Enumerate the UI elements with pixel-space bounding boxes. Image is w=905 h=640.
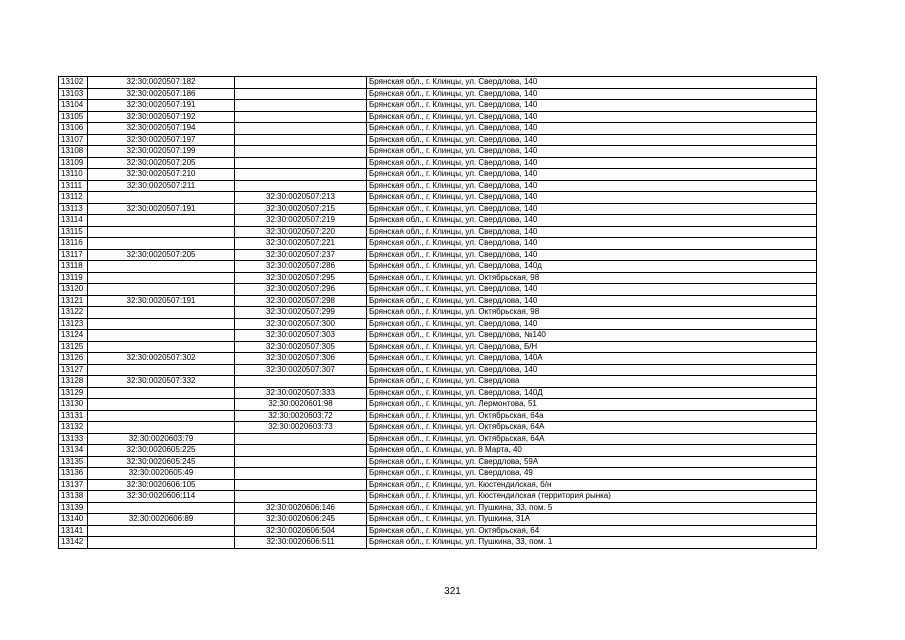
cadastral-number-cell: 32:30:0020606:114 <box>88 491 235 503</box>
cadastral-number-alt-cell <box>235 445 367 457</box>
row-number-cell: 13121 <box>59 295 88 307</box>
address-cell: Брянская обл., г. Клинцы, ул. Свердлова, 49 <box>367 468 817 480</box>
row-number-cell: 13104 <box>59 100 88 112</box>
address-cell: Брянская обл., г. Клинцы, ул. Свердлова, 140 <box>367 100 817 112</box>
cadastral-number-cell: 32:30:0020605:225 <box>88 445 235 457</box>
cadastral-number-alt-cell: 32:30:0020606:504 <box>235 525 367 537</box>
address-cell: Брянская обл., г. Клинцы, ул. Свердлова, 140 <box>367 88 817 100</box>
table-row <box>59 525 817 537</box>
table-row <box>59 295 817 307</box>
cadastral-number-cell: 32:30:0020507:332 <box>88 376 235 388</box>
address-cell: Брянская обл., г. Клинцы, ул. Свердлова, 140 <box>367 364 817 376</box>
cadastral-number-cell <box>88 422 235 434</box>
table-row <box>59 479 817 491</box>
cadastral-number-alt-cell: 32:30:0020606:245 <box>235 514 367 526</box>
address-cell: Брянская обл., г. Клинцы, ул. Октябрьская, 64а <box>367 410 817 422</box>
cadastral-number-cell <box>88 307 235 319</box>
address-cell: Брянская обл., г. Клинцы, ул. Свердлова, 140 <box>367 249 817 261</box>
table-row <box>59 203 817 215</box>
row-number-cell: 13131 <box>59 410 88 422</box>
cadastral-number-alt-cell: 32:30:0020507:221 <box>235 238 367 250</box>
address-cell: Брянская обл., г. Клинцы, ул. Свердлова, 140Д <box>367 387 817 399</box>
cadastral-number-alt-cell <box>235 169 367 181</box>
table-row <box>59 134 817 146</box>
cadastral-number-cell <box>88 364 235 376</box>
address-cell: Брянская обл., г. Клинцы, ул. Свердлова, 59А <box>367 456 817 468</box>
cadastral-number-cell <box>88 502 235 514</box>
cadastral-number-alt-cell: 32:30:0020606:511 <box>235 537 367 549</box>
address-cell: Брянская обл., г. Клинцы, ул. Свердлова, 140 <box>367 77 817 89</box>
row-number-cell: 13140 <box>59 514 88 526</box>
address-cell: Брянская обл., г. Клинцы, ул. Октябрьская, 64А <box>367 422 817 434</box>
cadastral-number-cell: 32:30:0020507:197 <box>88 134 235 146</box>
cadastral-number-alt-cell: 32:30:0020606:146 <box>235 502 367 514</box>
cadastral-number-cell: 32:30:0020507:199 <box>88 146 235 158</box>
address-cell: Брянская обл., г. Клинцы, ул. Свердлова, 140 <box>367 203 817 215</box>
cadastral-number-cell <box>88 192 235 204</box>
table-row <box>59 284 817 296</box>
cadastral-number-alt-cell: 32:30:0020507:237 <box>235 249 367 261</box>
table-row <box>59 88 817 100</box>
cadastral-number-alt-cell: 32:30:0020507:286 <box>235 261 367 273</box>
cadastral-number-cell <box>88 330 235 342</box>
table-row <box>59 364 817 376</box>
cadastral-number-alt-cell <box>235 456 367 468</box>
table-row <box>59 445 817 457</box>
cadastral-number-cell: 32:30:0020507:186 <box>88 88 235 100</box>
row-number-cell: 13117 <box>59 249 88 261</box>
table-row <box>59 376 817 388</box>
cadastral-number-alt-cell: 32:30:0020507:305 <box>235 341 367 353</box>
row-number-cell: 13118 <box>59 261 88 273</box>
cadastral-number-cell <box>88 272 235 284</box>
cadastral-number-cell <box>88 399 235 411</box>
row-number-cell: 13108 <box>59 146 88 158</box>
table-row <box>59 180 817 192</box>
address-cell: Брянская обл., г. Клинцы, ул. Свердлова, 140 <box>367 134 817 146</box>
row-number-cell: 13138 <box>59 491 88 503</box>
cadastral-number-alt-cell: 32:30:0020603:73 <box>235 422 367 434</box>
row-number-cell: 13125 <box>59 341 88 353</box>
cadastral-number-cell: 32:30:0020605:245 <box>88 456 235 468</box>
cadastral-number-alt-cell <box>235 376 367 388</box>
table-row <box>59 330 817 342</box>
cadastral-number-cell <box>88 525 235 537</box>
row-number-cell: 13103 <box>59 88 88 100</box>
row-number-cell: 13112 <box>59 192 88 204</box>
row-number-cell: 13141 <box>59 525 88 537</box>
row-number-cell: 13107 <box>59 134 88 146</box>
cadastral-number-alt-cell: 32:30:0020507:333 <box>235 387 367 399</box>
row-number-cell: 13132 <box>59 422 88 434</box>
address-cell: Брянская обл., г. Клинцы, ул. Свердлова <box>367 376 817 388</box>
row-number-cell: 13137 <box>59 479 88 491</box>
cadastral-number-alt-cell: 32:30:0020507:303 <box>235 330 367 342</box>
cadastral-number-alt-cell <box>235 100 367 112</box>
cadastral-number-cell: 32:30:0020507:302 <box>88 353 235 365</box>
row-number-cell: 13120 <box>59 284 88 296</box>
cadastral-number-cell: 32:30:0020606:105 <box>88 479 235 491</box>
row-number-cell: 13136 <box>59 468 88 480</box>
row-number-cell: 13115 <box>59 226 88 238</box>
address-cell: Брянская обл., г. Клинцы, ул. Свердлова, 140 <box>367 295 817 307</box>
table-row <box>59 157 817 169</box>
address-cell: Брянская обл., г. Клинцы, ул. Свердлова, 140 <box>367 284 817 296</box>
cadastral-number-alt-cell: 32:30:0020507:300 <box>235 318 367 330</box>
table-row <box>59 341 817 353</box>
row-number-cell: 13114 <box>59 215 88 227</box>
cadastral-number-cell <box>88 410 235 422</box>
table-row <box>59 77 817 89</box>
table-row <box>59 353 817 365</box>
cadastral-number-alt-cell <box>235 77 367 89</box>
address-cell: Брянская обл., г. Клинцы, ул. Кюстендилская, б/н <box>367 479 817 491</box>
cadastral-number-cell <box>88 341 235 353</box>
cadastral-number-alt-cell <box>235 491 367 503</box>
table-row <box>59 226 817 238</box>
address-cell: Брянская обл., г. Клинцы, ул. Свердлова, 140 <box>367 111 817 123</box>
cadastral-number-cell: 32:30:0020507:210 <box>88 169 235 181</box>
table-row <box>59 399 817 411</box>
table-row <box>59 169 817 181</box>
address-cell: Брянская обл., г. Клинцы, ул. Свердлова, 140д <box>367 261 817 273</box>
cadastral-number-cell <box>88 215 235 227</box>
cadastral-number-alt-cell: 32:30:0020601:98 <box>235 399 367 411</box>
cadastral-number-cell: 32:30:0020507:191 <box>88 295 235 307</box>
row-number-cell: 13133 <box>59 433 88 445</box>
row-number-cell: 13119 <box>59 272 88 284</box>
cadastral-number-alt-cell: 32:30:0020603:72 <box>235 410 367 422</box>
row-number-cell: 13113 <box>59 203 88 215</box>
address-cell: Брянская обл., г. Клинцы, ул. Свердлова, 140 <box>367 123 817 135</box>
address-cell: Брянская обл., г. Клинцы, ул. Свердлова, 140 <box>367 215 817 227</box>
address-cell: Брянская обл., г. Клинцы, ул. Пушкина, 33, пом. 1 <box>367 537 817 549</box>
cadastral-number-cell <box>88 387 235 399</box>
cadastral-number-alt-cell <box>235 468 367 480</box>
cadastral-number-alt-cell: 32:30:0020507:306 <box>235 353 367 365</box>
address-cell: Брянская обл., г. Клинцы, ул. Свердлова, 140 <box>367 180 817 192</box>
table-row <box>59 422 817 434</box>
row-number-cell: 13109 <box>59 157 88 169</box>
table-row <box>59 468 817 480</box>
address-cell: Брянская обл., г. Клинцы, ул. Свердлова, 140 <box>367 238 817 250</box>
address-cell: Брянская обл., г. Клинцы, ул. Свердлова, 140 <box>367 226 817 238</box>
cadastral-number-alt-cell <box>235 180 367 192</box>
cadastral-number-alt-cell: 32:30:0020507:215 <box>235 203 367 215</box>
table-row <box>59 249 817 261</box>
address-cell: Брянская обл., г. Клинцы, ул. Октябрьская, 64А <box>367 433 817 445</box>
address-cell: Брянская обл., г. Клинцы, ул. Свердлова, Б/Н <box>367 341 817 353</box>
cadastral-number-alt-cell <box>235 111 367 123</box>
table-row <box>59 261 817 273</box>
address-cell: Брянская обл., г. Клинцы, ул. Октябрьская, 64 <box>367 525 817 537</box>
row-number-cell: 13122 <box>59 307 88 319</box>
cadastral-number-alt-cell <box>235 479 367 491</box>
row-number-cell: 13106 <box>59 123 88 135</box>
row-number-cell: 13142 <box>59 537 88 549</box>
table-row <box>59 514 817 526</box>
address-cell: Брянская обл., г. Клинцы, ул. Свердлова, №140 <box>367 330 817 342</box>
table-row <box>59 433 817 445</box>
table-row <box>59 111 817 123</box>
address-cell: Брянская обл., г. Клинцы, ул. Свердлова, 140 <box>367 169 817 181</box>
address-cell: Брянская обл., г. Клинцы, ул. Лермонтова, 51 <box>367 399 817 411</box>
row-number-cell: 13126 <box>59 353 88 365</box>
cadastral-number-cell: 32:30:0020605:49 <box>88 468 235 480</box>
cadastral-number-alt-cell <box>235 146 367 158</box>
cadastral-number-cell <box>88 226 235 238</box>
cadastral-number-cell <box>88 537 235 549</box>
cadastral-number-cell: 32:30:0020507:211 <box>88 180 235 192</box>
table-row <box>59 238 817 250</box>
cadastral-number-cell: 32:30:0020507:205 <box>88 157 235 169</box>
cadastral-number-cell <box>88 284 235 296</box>
row-number-cell: 13111 <box>59 180 88 192</box>
row-number-cell: 13134 <box>59 445 88 457</box>
table-row <box>59 272 817 284</box>
row-number-cell: 13124 <box>59 330 88 342</box>
cadastral-number-alt-cell: 32:30:0020507:296 <box>235 284 367 296</box>
address-cell: Брянская обл., г. Клинцы, ул. Свердлова, 140 <box>367 318 817 330</box>
cadastral-number-cell <box>88 238 235 250</box>
row-number-cell: 13116 <box>59 238 88 250</box>
address-cell: Брянская обл., г. Клинцы, ул. Пушкина, 31А <box>367 514 817 526</box>
row-number-cell: 13129 <box>59 387 88 399</box>
table-row <box>59 491 817 503</box>
cadastral-number-cell: 32:30:0020507:191 <box>88 203 235 215</box>
row-number-cell: 13128 <box>59 376 88 388</box>
cadastral-number-alt-cell: 32:30:0020507:295 <box>235 272 367 284</box>
address-cell: Брянская обл., г. Клинцы, ул. Пушкина, 33, пом. 5 <box>367 502 817 514</box>
row-number-cell: 13139 <box>59 502 88 514</box>
table-row <box>59 215 817 227</box>
registry-table-body <box>59 77 817 549</box>
cadastral-number-alt-cell <box>235 134 367 146</box>
table-row <box>59 410 817 422</box>
cadastral-number-alt-cell: 32:30:0020507:219 <box>235 215 367 227</box>
table-row <box>59 537 817 549</box>
cadastral-number-alt-cell: 32:30:0020507:307 <box>235 364 367 376</box>
cadastral-number-alt-cell: 32:30:0020507:298 <box>235 295 367 307</box>
row-number-cell: 13102 <box>59 77 88 89</box>
address-cell: Брянская обл., г. Клинцы, ул. Свердлова, 140 <box>367 192 817 204</box>
table-row <box>59 456 817 468</box>
row-number-cell: 13130 <box>59 399 88 411</box>
row-number-cell: 13123 <box>59 318 88 330</box>
row-number-cell: 13135 <box>59 456 88 468</box>
cadastral-number-alt-cell <box>235 433 367 445</box>
table-row <box>59 100 817 112</box>
cadastral-number-alt-cell <box>235 157 367 169</box>
cadastral-number-cell: 32:30:0020507:192 <box>88 111 235 123</box>
cadastral-number-alt-cell: 32:30:0020507:299 <box>235 307 367 319</box>
cadastral-number-cell <box>88 318 235 330</box>
row-number-cell: 13105 <box>59 111 88 123</box>
address-cell: Брянская обл., г. Клинцы, ул. Октябрьская, 98 <box>367 272 817 284</box>
cadastral-number-cell: 32:30:0020507:182 <box>88 77 235 89</box>
cadastral-number-cell: 32:30:0020507:191 <box>88 100 235 112</box>
cadastral-number-cell: 32:30:0020603:79 <box>88 433 235 445</box>
cadastral-number-cell: 32:30:0020507:205 <box>88 249 235 261</box>
table-row <box>59 387 817 399</box>
address-cell: Брянская обл., г. Клинцы, ул. Октябрьская, 98 <box>367 307 817 319</box>
cadastral-number-alt-cell <box>235 123 367 135</box>
cadastral-number-alt-cell: 32:30:0020507:220 <box>235 226 367 238</box>
table-row <box>59 502 817 514</box>
address-cell: Брянская обл., г. Клинцы, ул. Свердлова, 140 <box>367 146 817 158</box>
table-row <box>59 146 817 158</box>
address-cell: Брянская обл., г. Клинцы, ул. 8 Марта, 40 <box>367 445 817 457</box>
row-number-cell: 13127 <box>59 364 88 376</box>
cadastral-number-cell: 32:30:0020507:194 <box>88 123 235 135</box>
address-cell: Брянская обл., г. Клинцы, ул. Свердлова, 140А <box>367 353 817 365</box>
row-number-cell: 13110 <box>59 169 88 181</box>
address-cell: Брянская обл., г. Клинцы, ул. Кюстендилская (территория рынка) <box>367 491 817 503</box>
table-row <box>59 192 817 204</box>
cadastral-number-alt-cell: 32:30:0020507:213 <box>235 192 367 204</box>
cadastral-number-cell <box>88 261 235 273</box>
table-row <box>59 318 817 330</box>
cadastral-number-cell: 32:30:0020606:89 <box>88 514 235 526</box>
cadastral-number-alt-cell <box>235 88 367 100</box>
table-row <box>59 307 817 319</box>
registry-table <box>58 76 817 549</box>
page-number: 321 <box>444 586 461 597</box>
address-cell: Брянская обл., г. Клинцы, ул. Свердлова, 140 <box>367 157 817 169</box>
table-row <box>59 123 817 135</box>
